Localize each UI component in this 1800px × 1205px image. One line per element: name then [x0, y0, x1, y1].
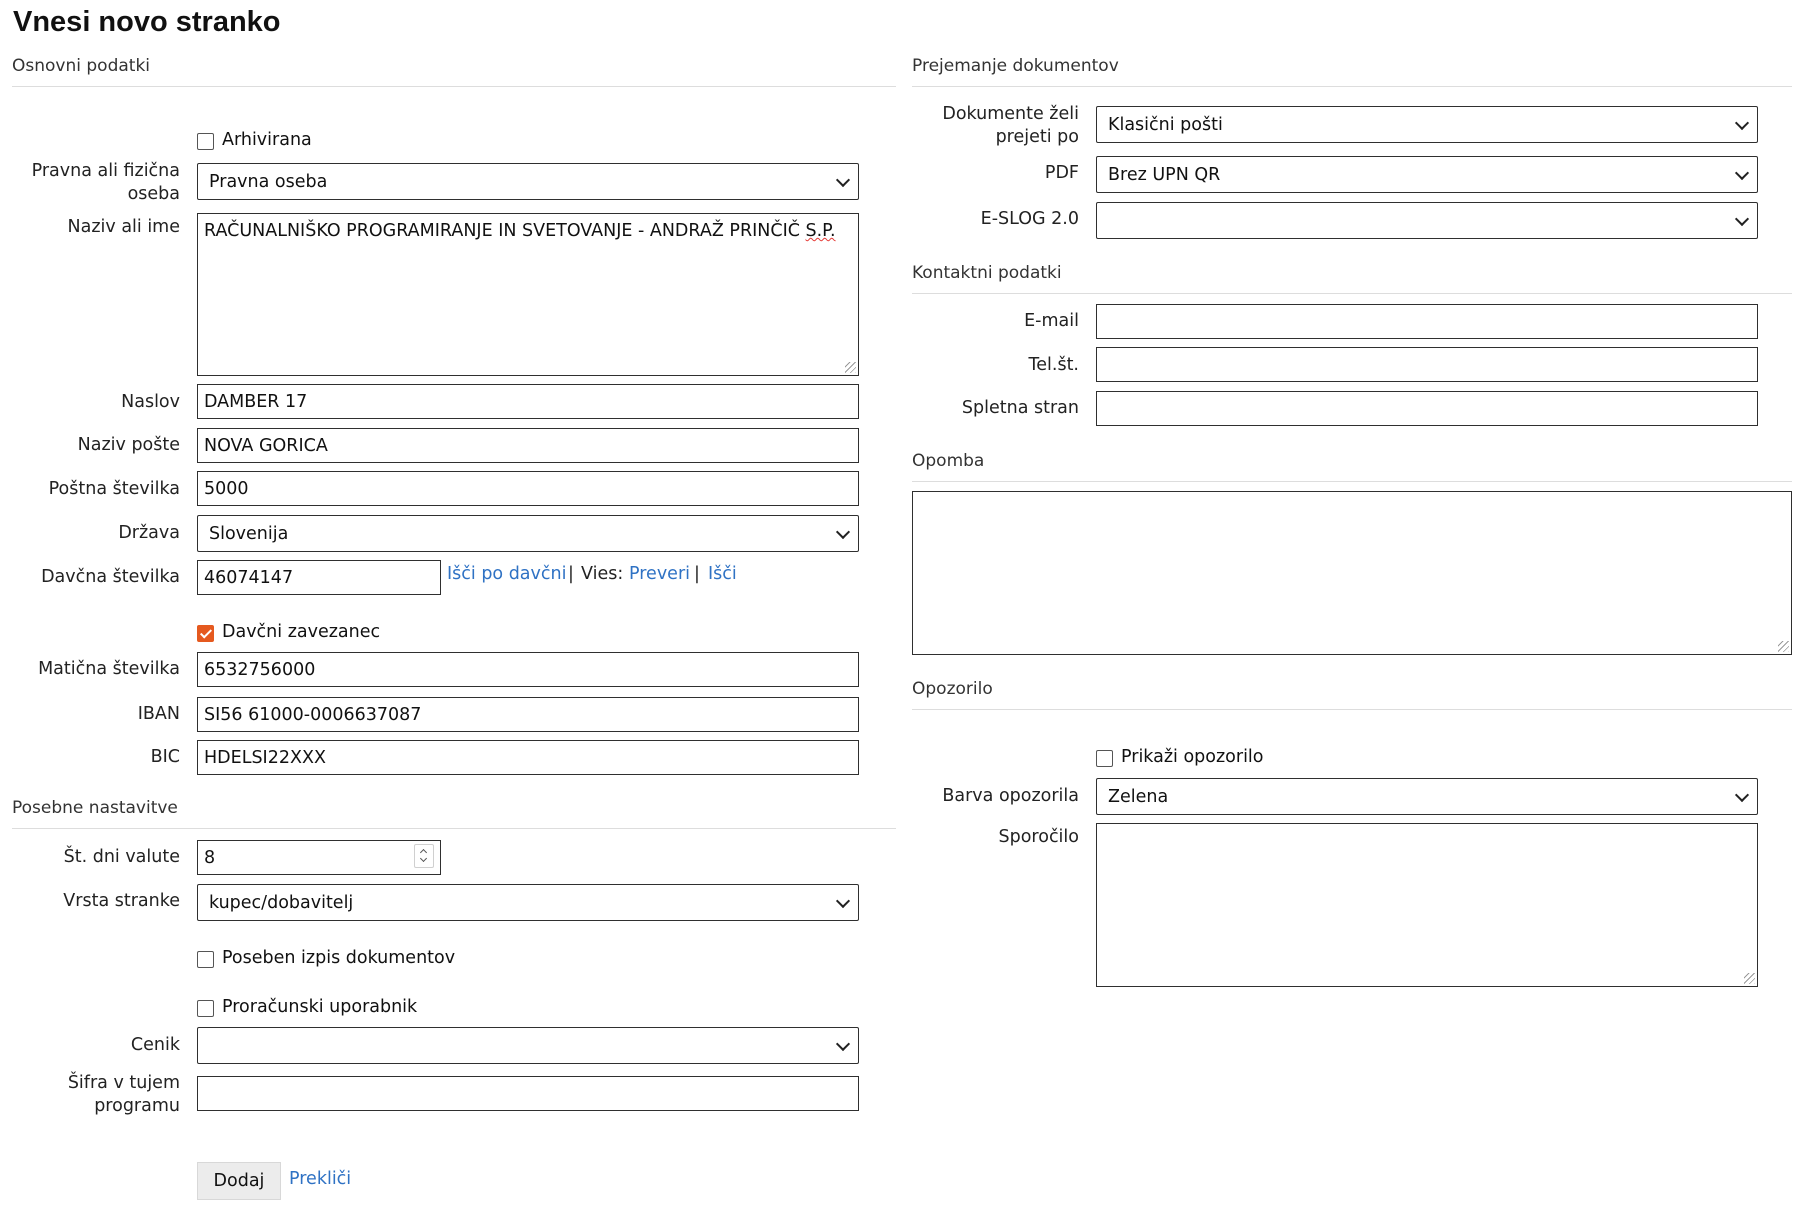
section-opozorilo-title: Opozorilo — [912, 679, 993, 699]
maticna-stevilka-input[interactable] — [197, 652, 859, 687]
tel-label: Tel.št. — [1028, 355, 1079, 375]
davcna-stevilka-input[interactable] — [197, 560, 441, 595]
resize-grip-icon[interactable] — [1744, 973, 1755, 984]
chevron-down-icon — [836, 172, 850, 186]
eslog-select[interactable] — [1096, 202, 1758, 239]
pravna-oseba-label-line2: oseba — [127, 184, 180, 204]
dokumente-label — [900, 103, 1079, 149]
section-opozorilo — [912, 679, 1792, 710]
preveri-link[interactable]: Preveri — [629, 564, 691, 584]
drzava-label: Država — [118, 523, 180, 543]
naziv-textarea[interactable] — [197, 213, 859, 376]
iban-label: IBAN — [137, 704, 180, 724]
postna-stevilka-input[interactable] — [197, 471, 859, 506]
prikazi-opozorilo-label: Prikaži opozorilo — [1121, 747, 1264, 767]
dni-valute-input[interactable] — [197, 840, 441, 875]
tel-field[interactable] — [1096, 347, 1758, 382]
bic-label: BIC — [150, 747, 180, 767]
naziv-value-main: RAČUNALNIŠKO PROGRAMIRANJE IN SVETOVANJE - ANDRAŽ PRINČIČ — [204, 221, 806, 241]
naslov-value: DAMBER 17 — [204, 391, 308, 412]
number-stepper[interactable] — [414, 844, 434, 868]
section-posebne-nastavitve — [12, 798, 896, 829]
prikazi-opozorilo-checkbox[interactable] — [1096, 750, 1113, 767]
drzava-value: Slovenija — [209, 523, 289, 544]
naziv-poste-label: Naziv pošte — [77, 435, 180, 455]
sifra-label-line1: Šifra v tujem — [67, 1073, 180, 1093]
barva-opozorila-label: Barva opozorila — [942, 786, 1079, 806]
sifra-label-line2: programu — [94, 1096, 180, 1116]
bic-value: HDELSI22XXX — [204, 747, 326, 768]
sifra-input[interactable] — [197, 1076, 859, 1111]
page-title: Vnesi novo stranko — [13, 6, 281, 38]
chevron-down-icon — [1735, 165, 1749, 179]
pravna-oseba-label-line1: Pravna ali fizična — [31, 161, 180, 181]
postna-stevilka-label: Poštna številka — [48, 479, 180, 499]
chevron-down-icon — [836, 893, 850, 907]
iban-input[interactable] — [197, 697, 859, 732]
section-posebne-title: Posebne nastavitve — [12, 798, 178, 818]
section-opomba-title: Opomba — [912, 451, 985, 471]
davcni-zavezanec-label: Davčni zavezanec — [222, 622, 381, 642]
preklici-link[interactable]: Prekliči — [289, 1169, 352, 1189]
sporocilo-label: Sporočilo — [998, 827, 1079, 847]
vrsta-stranke-label: Vrsta stranke — [63, 891, 180, 911]
section-kontaktni-title: Kontaktni podatki — [912, 263, 1062, 283]
opomba-textarea[interactable] — [912, 491, 1792, 655]
proracunski-uporabnik-label: Proračunski uporabnik — [222, 997, 418, 1017]
pdf-label: PDF — [1044, 163, 1079, 183]
chevron-down-icon — [836, 1036, 850, 1050]
iban-value: SI56 61000-0006637087 — [204, 704, 422, 725]
arhivirana-label: Arhivirana — [222, 130, 312, 150]
chevron-down-icon — [1735, 787, 1749, 801]
poseben-izpis-checkbox[interactable] — [197, 951, 214, 968]
naslov-input[interactable] — [197, 384, 859, 419]
barva-opozorila-select[interactable] — [1096, 778, 1758, 815]
vrsta-stranke-value: kupec/dobavitelj — [209, 892, 354, 913]
naziv-poste-value: NOVA GORICA — [204, 435, 328, 456]
resize-grip-icon[interactable] — [1778, 641, 1789, 652]
section-kontaktni-podatki — [912, 263, 1792, 294]
arhivirana-checkbox[interactable] — [197, 133, 214, 150]
spletna-stran-label: Spletna stran — [961, 398, 1079, 418]
stepper-down-icon[interactable] — [420, 855, 427, 862]
link-separator: | — [694, 564, 700, 584]
section-prejemanje-title: Prejemanje dokumentov — [912, 56, 1119, 76]
pravna-oseba-label — [10, 160, 180, 206]
naslov-label: Naslov — [121, 392, 180, 412]
isci-link[interactable]: Išči — [708, 564, 737, 584]
vies-label: Vies: — [581, 564, 624, 584]
vrsta-stranke-select[interactable] — [197, 884, 859, 921]
poseben-izpis-label: Poseben izpis dokumentov — [222, 948, 456, 968]
cenik-label: Cenik — [130, 1035, 180, 1055]
dokumente-label-line1: Dokumente želi — [942, 104, 1079, 124]
pdf-select[interactable] — [1096, 156, 1758, 193]
resize-grip-icon[interactable] — [845, 362, 856, 373]
cenik-select[interactable] — [197, 1027, 859, 1064]
section-prejemanje-dokumentov — [912, 56, 1792, 87]
davcna-stevilka-label: Davčna številka — [41, 567, 180, 587]
email-field[interactable] — [1096, 304, 1758, 339]
postna-stevilka-value: 5000 — [204, 478, 249, 499]
naziv-value — [204, 221, 836, 241]
proracunski-uporabnik-checkbox[interactable] — [197, 1000, 214, 1017]
dokumente-select[interactable] — [1096, 106, 1758, 143]
spletna-stran-field[interactable] — [1096, 391, 1758, 426]
dni-valute-value: 8 — [204, 847, 216, 868]
section-osnovni-title: Osnovni podatki — [12, 56, 151, 76]
eslog-label: E-SLOG 2.0 — [980, 209, 1079, 229]
naziv-value-tail: S.P. — [805, 221, 836, 241]
naziv-poste-input[interactable] — [197, 428, 859, 463]
chevron-down-icon — [836, 524, 850, 538]
davcni-zavezanec-checkbox[interactable] — [197, 625, 214, 642]
chevron-down-icon — [1735, 211, 1749, 225]
naziv-label: Naziv ali ime — [67, 217, 180, 237]
maticna-stevilka-value: 6532756000 — [204, 659, 316, 680]
barva-opozorila-value: Zelena — [1108, 786, 1169, 807]
isci-po-davcni-link[interactable]: Išči po davčni — [447, 564, 567, 584]
link-separator: | — [568, 564, 574, 584]
section-osnovni-podatki — [12, 56, 896, 87]
maticna-stevilka-label: Matična številka — [38, 659, 180, 679]
pravna-oseba-value: Pravna oseba — [209, 171, 328, 192]
pravna-oseba-select[interactable] — [197, 163, 859, 200]
section-opomba — [912, 451, 1792, 482]
davcna-stevilka-value: 46074147 — [204, 567, 294, 588]
dodaj-button[interactable]: Dodaj — [197, 1162, 281, 1200]
sporocilo-textarea[interactable] — [1096, 823, 1758, 987]
email-label: E-mail — [1024, 311, 1079, 331]
chevron-down-icon — [1735, 115, 1749, 129]
sifra-label — [10, 1072, 180, 1118]
bic-input[interactable] — [197, 740, 859, 775]
pdf-value: Brez UPN QR — [1108, 164, 1221, 185]
dokumente-value: Klasični pošti — [1108, 114, 1223, 135]
dni-valute-label: Št. dni valute — [63, 847, 180, 867]
dokumente-label-line2: prejeti po — [995, 127, 1079, 147]
drzava-select[interactable] — [197, 515, 859, 552]
